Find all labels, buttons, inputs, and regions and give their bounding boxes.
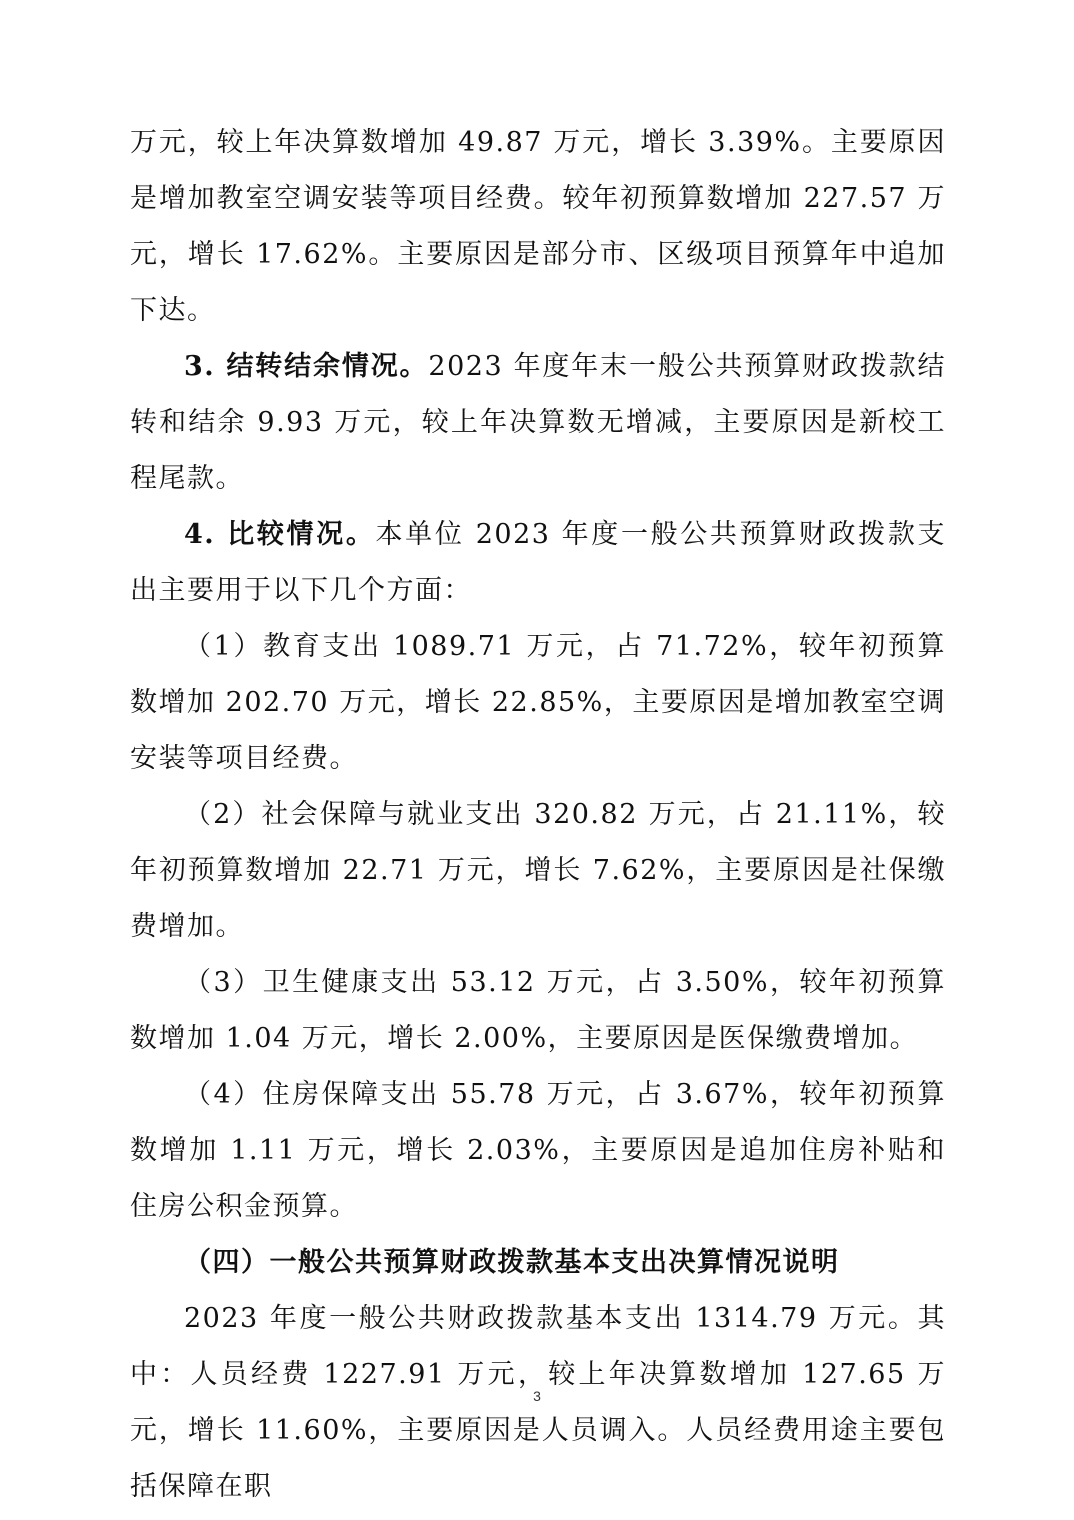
page-number: 3 xyxy=(533,1388,541,1404)
list-item-housing: （4）住房保障支出 55.78 万元，占 3.67%，较年初预算数增加 1.11 万元，增长 2.03%，主要原因是追加住房补贴和住房公积金预算。 xyxy=(130,1079,946,1222)
paragraph-comparison xyxy=(130,507,946,619)
comparison-heading: 4. 比较情况。 xyxy=(184,519,376,550)
paragraph-carryover xyxy=(130,339,946,507)
list-item-health: （3）卫生健康支出 53.12 万元，占 3.50%，较年初预算数增加 1.04 万元，增长 2.00%，主要原因是医保缴费增加。 xyxy=(130,967,946,1054)
carryover-heading: 3. 结转结余情况。 xyxy=(184,351,429,382)
carryover-body: 2023 年度年末一般公共预算财政拨款结转和结余 9.93 万元，较上年决算数无增减，主要原因是新校工程尾款。 xyxy=(130,351,947,494)
paragraph-basic-expenditure: 2023 年度一般公共财政拨款基本支出 1314.79 万元。其中：人员经费 1227.91 万元，较上年决算数增加 127.65 万元，增长 11.60%，主要原因是人员调入。人员经费用途主要包括保障在职 xyxy=(130,1303,946,1502)
comparison-body: 本单位 2023 年度一般公共预算财政拨款支出主要用于以下几个方面： xyxy=(130,519,946,606)
section-heading-basic-expenditure: （四）一般公共预算财政拨款基本支出决算情况说明 xyxy=(184,1247,840,1278)
body-text xyxy=(130,115,946,1515)
list-item-social-security: （2）社会保障与就业支出 320.82 万元，占 21.11%，较年初预算数增加 22.71 万元，增长 7.62%，主要原因是社保缴费增加。 xyxy=(130,799,946,942)
list-item-education: （1）教育支出 1089.71 万元，占 71.72%，较年初预算数增加 202.70 万元，增长 22.85%，主要原因是增加教室空调安装等项目经费。 xyxy=(130,631,946,774)
paragraph-budget-summary: 万元，较上年决算数增加 49.87 万元，增长 3.39%。主要原因是增加教室空调安装等项目经费。较年初预算数增加 227.57 万元，增长 17.62%。主要原因是部分市、区级项目预算年中追加下达。 xyxy=(130,127,946,326)
